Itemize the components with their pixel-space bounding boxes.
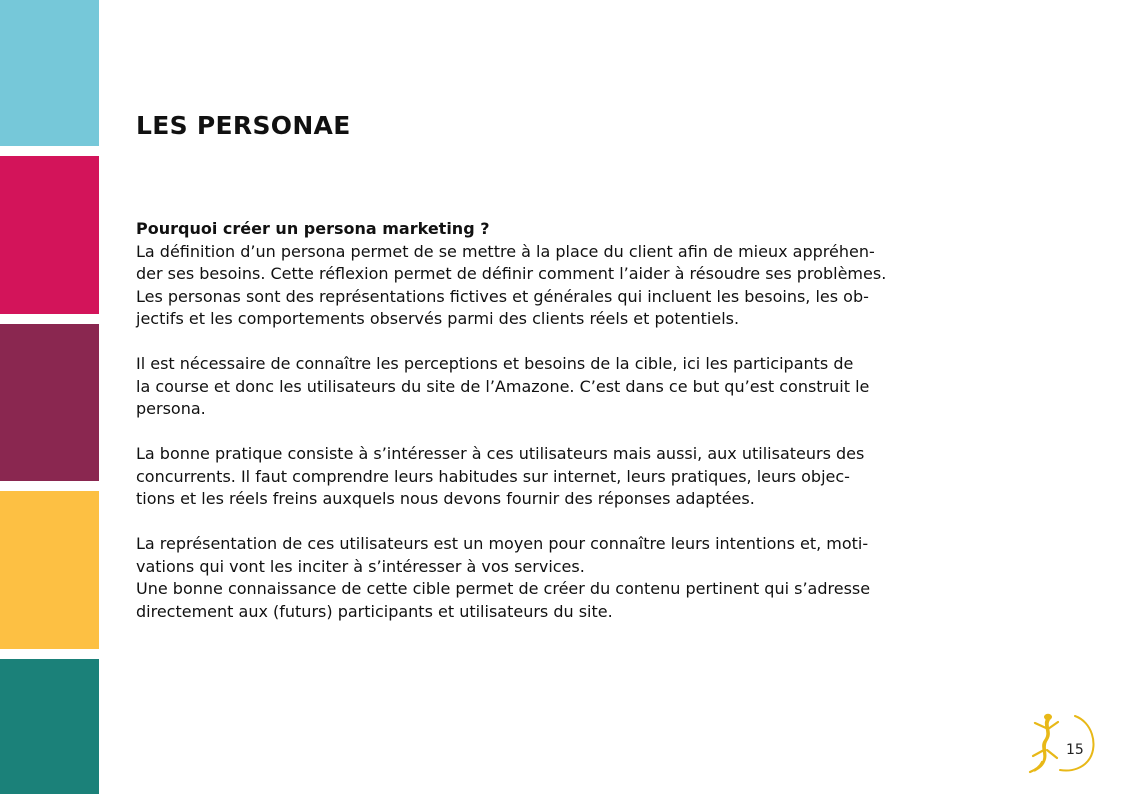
paragraph-line: La définition d’un persona permet de se mettre à la place du client afin de mieux appréhen-	[136, 241, 875, 261]
paragraph-line: Les personas sont des représentations fictives et générales qui incluent les besoins, les ob-	[136, 286, 869, 306]
paragraph-line: persona.	[136, 399, 206, 418]
paragraph-2	[136, 353, 1006, 421]
stripe-blue	[0, 0, 99, 146]
paragraph-4	[136, 533, 1006, 623]
paragraph-line: tions et les réels freins auxquels nous devons fournir des réponses adaptées.	[136, 489, 755, 508]
page-title: LES PERSONAE	[136, 111, 351, 140]
subheading: Pourquoi créer un persona marketing ?	[136, 219, 490, 238]
paragraph-line: La bonne pratique consiste à s’intéresser à ces utilisateurs mais aussi, aux utilisateurs des	[136, 444, 865, 463]
stripe-yellow	[0, 491, 99, 649]
paragraph-line: concurrents. Il faut comprendre leurs habitudes sur internet, leurs pratiques, leurs objec-	[136, 466, 850, 486]
paragraph-line: directement aux (futurs) participants et utilisateurs du site.	[136, 601, 613, 621]
paragraph-line: Il est nécessaire de connaître les perceptions et besoins de la cible, ici les participants de	[136, 354, 854, 373]
page-number: 15	[1066, 742, 1084, 758]
paragraph-line: der ses besoins. Cette réflexion permet de définir comment l’aider à résoudre ses problèmes.	[136, 264, 887, 283]
paragraph-1	[136, 218, 1006, 331]
paragraph-line: la course et donc les utilisateurs du site de l’Amazone. C’est dans ce but qu’est construit le	[136, 376, 870, 396]
paragraph-line: Une bonne connaissance de cette cible permet de créer du contenu pertinent qui s’adresse	[136, 579, 871, 598]
paragraph-line: jectifs et les comportements observés parmi des clients réels et potentiels.	[136, 309, 740, 328]
stripe-plum	[0, 324, 99, 481]
stripe-teal	[0, 659, 99, 794]
paragraph-line: vations qui vont les inciter à s’intéresser à vos services.	[136, 556, 585, 576]
paragraph-3	[136, 443, 1006, 511]
paragraph-line: La représentation de ces utilisateurs est un moyen pour connaître leurs intentions et, moti-	[136, 534, 869, 553]
body-text	[136, 218, 1006, 646]
salamander-logo-icon	[1020, 710, 1100, 776]
stripe-magenta	[0, 156, 99, 314]
